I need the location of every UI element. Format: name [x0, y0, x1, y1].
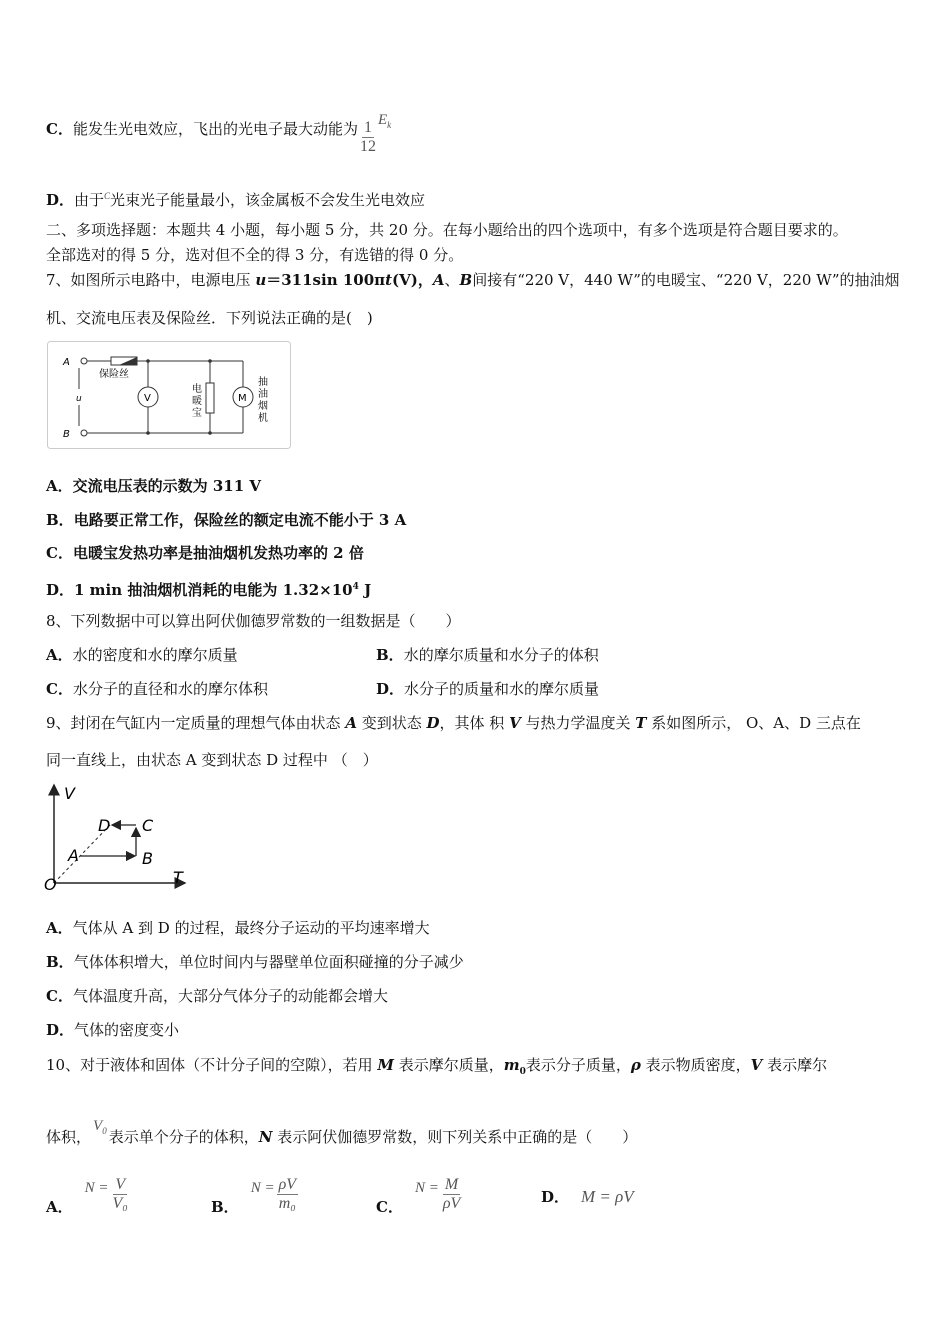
text: (V)， — [392, 271, 433, 289]
q9-option-a — [46, 918, 430, 938]
text: 9、封闭在气缸内一定质量的理想气体由状态 — [46, 714, 346, 732]
text: 0 — [102, 1126, 107, 1136]
vt-graph — [30, 775, 200, 895]
option-label: D． — [46, 191, 75, 209]
text: 表示摩尔 — [762, 1056, 828, 1074]
label-u: u — [76, 394, 82, 404]
text: D — [426, 714, 440, 732]
q7-option-d — [46, 577, 371, 600]
hood-label: 油 — [258, 389, 268, 400]
option-text: 交流电压表的示数为 311 V — [72, 477, 262, 495]
q8-option-b — [376, 645, 599, 665]
label-b: B — [63, 429, 70, 440]
q10-option-d — [541, 1187, 634, 1207]
denominator: m₀ — [278, 1194, 296, 1212]
text: 10、对于液体和固体（不计分子间的空隙），若用 — [46, 1056, 378, 1074]
c-symbol: C — [104, 191, 111, 201]
t-label: T — [173, 868, 183, 887]
q10-option-a — [46, 1163, 130, 1232]
q10-option-b — [211, 1163, 298, 1232]
option-text: 气体从 A 到 D 的过程，最终分子运动的平均速率增大 — [72, 919, 430, 937]
q6-option-d — [46, 186, 425, 210]
d-label: D — [98, 816, 111, 835]
q8-option-c — [46, 679, 268, 699]
text: 表示物质密度， — [640, 1056, 751, 1074]
q9-option-b — [46, 952, 464, 972]
option-text: 由于 — [74, 191, 105, 209]
option-text: 水分子的质量和水的摩尔质量 — [404, 680, 600, 698]
text: 与热力学温度关 — [520, 714, 636, 732]
formula-lhs: N = — [414, 1180, 439, 1196]
text: V — [93, 1118, 103, 1134]
option-text: 电暖宝发热功率是抽油烟机发热功率的 2 倍 — [72, 544, 364, 562]
option-label: C． — [46, 987, 73, 1005]
heater-label: 电 — [192, 384, 202, 395]
option-label: D． — [376, 680, 405, 698]
ek-subscript: k — [387, 120, 392, 130]
q7-stem — [46, 270, 900, 290]
text: 体积， — [46, 1128, 92, 1146]
text: ρ — [630, 1056, 641, 1074]
option-text: 水的密度和水的摩尔质量 — [72, 646, 238, 664]
unit: J — [358, 581, 372, 599]
denominator: ρV — [442, 1194, 461, 1212]
text: 表示单个分子的体积， — [108, 1128, 259, 1146]
hood-label: 抽 — [258, 377, 268, 388]
o-label: O — [44, 875, 57, 894]
exponent: 4 — [352, 582, 359, 592]
denominator: 12 — [359, 138, 376, 155]
option-label: A． — [46, 1198, 73, 1216]
text: 7、如图所示电路中，电源电压 — [46, 271, 256, 289]
text: ＝311sin 100π — [266, 271, 386, 289]
option-label: B． — [46, 511, 74, 529]
q7-stem-line2: 机、交流电压表及保险丝．下列说法正确的是( ) — [46, 309, 373, 327]
voltmeter-label: V — [144, 393, 151, 404]
ek-symbol: E — [377, 112, 388, 128]
q7-option-c — [46, 543, 364, 563]
a-label: A — [68, 846, 79, 865]
option-text: 1 min 抽油烟机消耗的电能为 1.32×10 — [74, 581, 353, 599]
fraction — [441, 1176, 462, 1213]
formula: M = ρV — [581, 1187, 634, 1206]
option-label: A． — [46, 477, 73, 495]
option-text: 气体体积增大，单位时间内与器壁单位面积碰撞的分子减少 — [73, 953, 464, 971]
section-instructions: 全部选对的得 5 分，选对但不全的得 3 分，有选错的得 0 分。 — [46, 246, 464, 264]
q9-stem — [46, 713, 861, 733]
option-text: 水分子的直径和水的摩尔体积 — [72, 680, 268, 698]
q10-stem — [46, 1055, 827, 1082]
numerator: ρV — [278, 1175, 297, 1193]
circuit-diagram — [47, 341, 291, 449]
option-label: B． — [211, 1198, 239, 1216]
q9-option-c — [46, 986, 388, 1006]
text: t — [385, 271, 393, 289]
formula-lhs: N = — [250, 1180, 275, 1196]
option-text: 气体的密度变小 — [74, 1021, 180, 1039]
v-label: V — [64, 784, 75, 803]
text: 0 — [519, 1067, 526, 1077]
option-label: D． — [541, 1188, 570, 1206]
text: T — [635, 714, 647, 732]
option-text: 电路要正常工作，保险丝的额定电流不能小于 3 A — [73, 511, 407, 529]
motor-label: M — [238, 393, 247, 404]
option-label: D． — [46, 1021, 75, 1039]
text: 间接有“220 V，440 W”的电暖宝、“220 V，220 W”的抽油烟 — [472, 271, 900, 289]
section-heading: 二、多项选择题：本题共 4 小题，每小题 5 分，共 20 分。在每小题给出的四个选项中，有多个选项是符合题目要求的。 — [46, 221, 848, 239]
text: m — [503, 1056, 520, 1074]
option-label: C． — [46, 120, 73, 138]
option-label: C． — [376, 1198, 403, 1216]
text: u — [255, 271, 267, 289]
text: 系如图所示， O、A、D 三点在 — [646, 714, 861, 732]
fraction — [358, 119, 378, 156]
text: 、 — [444, 271, 460, 289]
b-label: B — [142, 849, 153, 868]
fraction — [277, 1176, 298, 1213]
text: A — [345, 714, 357, 732]
q9-option-d — [46, 1020, 179, 1040]
q8-option-d — [376, 679, 599, 699]
q7-option-a — [46, 476, 261, 496]
text: B — [459, 271, 473, 289]
option-label: C． — [46, 544, 73, 562]
numerator: M — [444, 1175, 459, 1193]
option-text: 气体温度升高，大部分气体分子的动能都会增大 — [72, 987, 388, 1005]
q8-option-a — [46, 645, 238, 665]
option-label: B． — [46, 953, 74, 971]
heater-resistor — [206, 383, 214, 413]
option-label: A． — [46, 646, 73, 664]
option-label: D． — [46, 581, 75, 599]
heater-label: 宝 — [192, 408, 202, 419]
heater-label: 暖 — [192, 396, 202, 407]
text: ，其体 积 — [439, 714, 510, 732]
hood-label: 烟 — [258, 401, 268, 412]
label-a: A — [63, 357, 70, 368]
q7-option-b — [46, 510, 406, 530]
text: 表示分子质量， — [525, 1056, 631, 1074]
option-text: 光束光子能量最小，该金属板不会发生光电效应 — [110, 191, 426, 209]
text: V — [750, 1056, 763, 1074]
q6-option-c — [46, 110, 391, 156]
text: 变到状态 — [356, 714, 427, 732]
text: M — [377, 1056, 394, 1074]
denominator: V₀ — [112, 1194, 128, 1212]
q10-option-c — [376, 1163, 462, 1232]
numerator: 1 — [363, 119, 372, 136]
fuse-label: 保险丝 — [99, 369, 129, 380]
option-label: B． — [376, 646, 404, 664]
text: 表示摩尔质量， — [393, 1056, 504, 1074]
text: 表示阿伏伽德罗常数，则下列关系中正确的是（ ） — [272, 1128, 638, 1146]
text: V — [509, 714, 521, 732]
option-text: 能发生光电效应，飞出的光电子最大动能为 — [72, 120, 358, 138]
c-label: C — [142, 816, 154, 835]
formula-lhs: N = — [84, 1180, 109, 1196]
option-label: C． — [46, 680, 73, 698]
text: N — [258, 1128, 273, 1146]
fraction — [111, 1176, 130, 1213]
text: A — [432, 271, 445, 289]
q8-stem: 8、下列数据中可以算出阿伏伽德罗常数的一组数据是（ ） — [46, 612, 461, 630]
numerator: V — [115, 1175, 126, 1193]
q9-stem-line2: 同一直线上，由状态 A 变到状态 D 过程中 （ ） — [46, 751, 378, 769]
option-label: A． — [46, 919, 73, 937]
q10-stem-line2 — [46, 1116, 637, 1147]
hood-label: 机 — [258, 413, 268, 424]
option-text: 水的摩尔质量和水分子的体积 — [403, 646, 599, 664]
